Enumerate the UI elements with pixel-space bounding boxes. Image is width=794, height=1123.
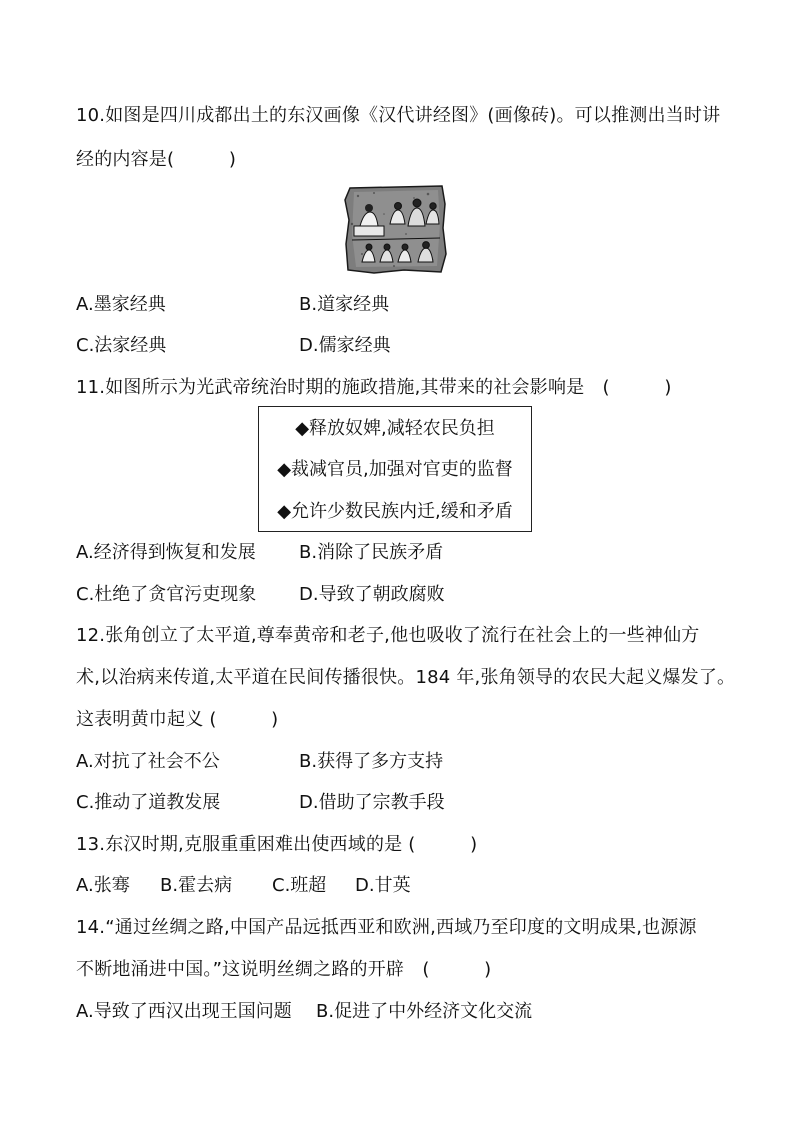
q12-option-a: A.对抗了社会不公 bbox=[76, 751, 220, 772]
q12-stem-line1: 12.张角创立了太平道,尊奉黄帝和老子,他也吸收了流行在社会上的一些神仙方 bbox=[76, 625, 700, 646]
q11-box-item: ◆释放奴婢,减轻农民负担 bbox=[295, 418, 495, 439]
q11-box-item: ◆裁减官员,加强对官吏的监督 bbox=[277, 459, 513, 480]
q14-option-b: B.促进了中外经济文化交流 bbox=[316, 1001, 533, 1022]
q14-option-a: A.导致了西汉出现王国问题 bbox=[76, 1001, 292, 1022]
q13-option-b: B.霍去病 bbox=[160, 875, 233, 896]
q13-stem-line1: 13.东汉时期,克服重重困难出使西域的是 ( ) bbox=[76, 834, 478, 855]
q14-stem-line2: 不断地涌进中国。”这说明丝绸之路的开辟 ( ) bbox=[76, 959, 492, 980]
q10-stem-line2: 经的内容是( ) bbox=[76, 149, 237, 170]
q11-box-item: ◆允许少数民族内迁,缓和矛盾 bbox=[277, 501, 513, 522]
q11-stem-line1: 11.如图所示为光武帝统治时期的施政措施,其带来的社会影响是 ( ) bbox=[76, 377, 672, 398]
q12-option-b: B.获得了多方支持 bbox=[299, 751, 444, 772]
q10-option-b: B.道家经典 bbox=[299, 294, 390, 315]
q14-stem-line1: 14.“通过丝绸之路,中国产品远抵西亚和欧洲,西域乃至印度的文明成果,也源源 bbox=[76, 917, 697, 938]
q13-option-d: D.甘英 bbox=[355, 875, 411, 896]
q10-option-c: C.法家经典 bbox=[76, 335, 167, 356]
q10-stem-line1: 10.如图是四川成都出土的东汉画像《汉代讲经图》(画像砖)。可以推测出当时讲 bbox=[76, 105, 721, 126]
q12-stem-line3: 这表明黄巾起义 ( ) bbox=[76, 709, 279, 730]
q12-stem-line2: 术,以治病来传道,太平道在民间传播很快。184 年,张角领导的农民大起义爆发了。 bbox=[76, 667, 736, 688]
q11-measures-box bbox=[258, 406, 532, 532]
han-lecture-brick-image bbox=[344, 184, 448, 274]
q11-option-c: C.杜绝了贪官污吏现象 bbox=[76, 584, 257, 605]
q10-option-d: D.儒家经典 bbox=[299, 335, 391, 356]
q12-option-c: C.推动了道教发展 bbox=[76, 792, 221, 813]
q11-option-a: A.经济得到恢复和发展 bbox=[76, 542, 256, 563]
q13-option-c: C.班超 bbox=[272, 875, 327, 896]
q11-option-b: B.消除了民族矛盾 bbox=[299, 542, 444, 563]
q13-option-a: A.张骞 bbox=[76, 875, 130, 896]
q12-option-d: D.借助了宗教手段 bbox=[299, 792, 445, 813]
q10-option-a: A.墨家经典 bbox=[76, 294, 166, 315]
q11-option-d: D.导致了朝政腐败 bbox=[299, 584, 445, 605]
